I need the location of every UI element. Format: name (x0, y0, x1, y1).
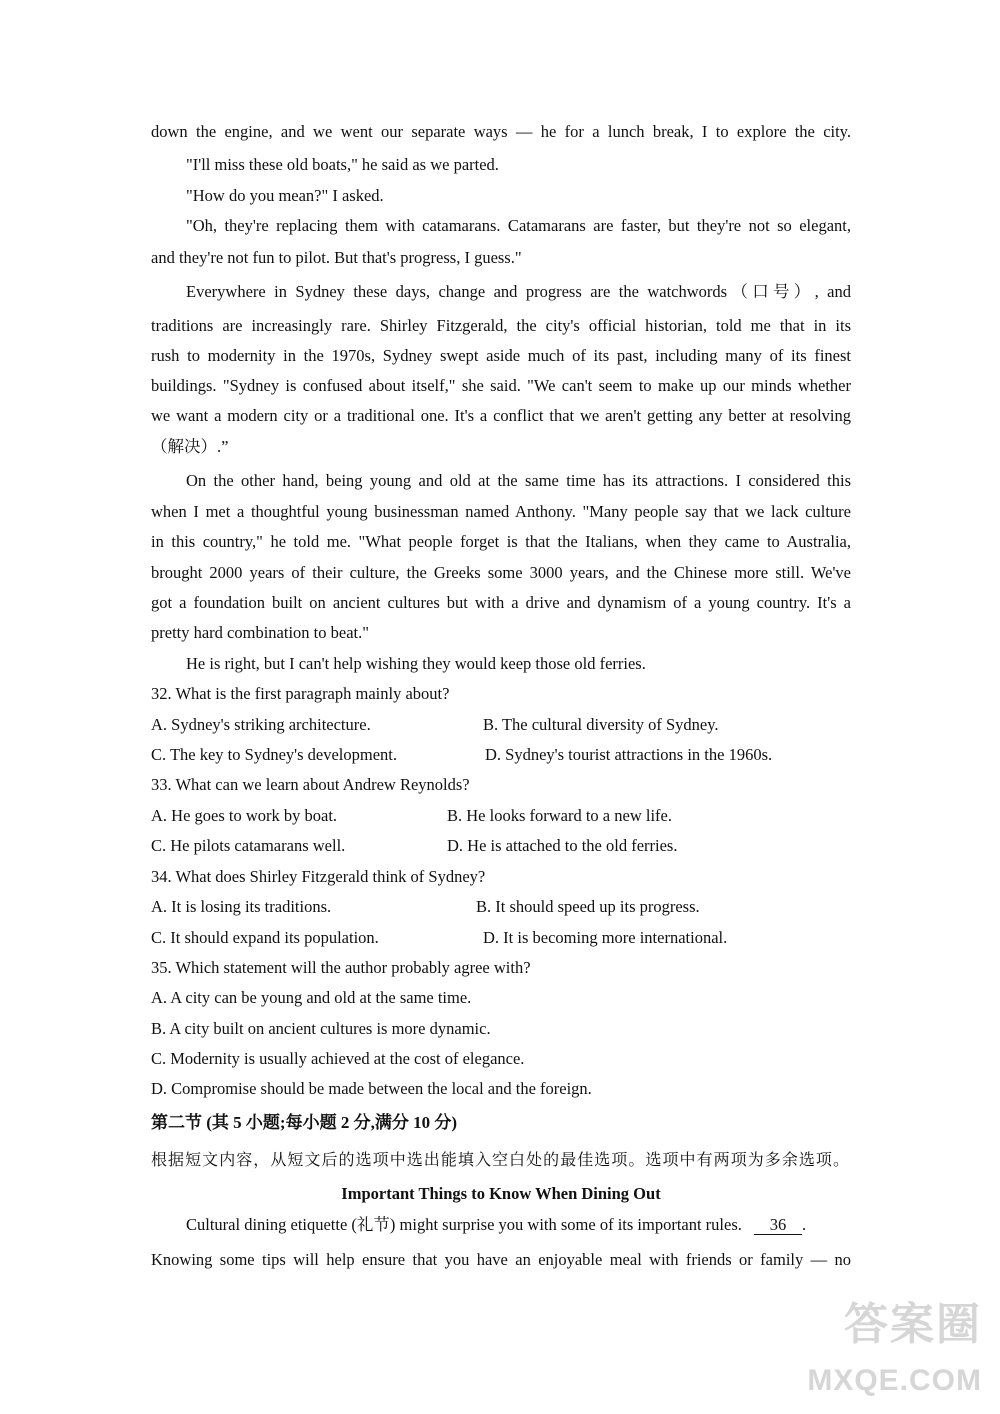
passage-line: He is right, but I can't help wishing they would keep those old ferries. (186, 654, 646, 673)
section-heading: 第二节 (其 5 小题;每小题 2 分,满分 10 分) (151, 1113, 457, 1132)
passage-line: "Oh, they're replacing them with catamarans. Catamarans are faster, but they're not so elegant, (186, 216, 851, 235)
option-34-b[interactable]: B. It should speed up its progress. (476, 897, 700, 916)
passage-line: when I met a thoughtful young businessman named Anthony. "Many people say that we lack culture (151, 502, 851, 521)
question-stem-35: 35. Which statement will the author probably agree with? (151, 958, 531, 977)
question-stem-32: 32. What is the first paragraph mainly about? (151, 684, 450, 703)
option-34-d[interactable]: D. It is becoming more international. (483, 928, 728, 947)
passage-line: brought 2000 years of their culture, the Greeks some 3000 years, and the Chinese more still. We've (151, 563, 851, 582)
option-32-b[interactable]: B. The cultural diversity of Sydney. (483, 715, 719, 734)
passage-line: in this country," he told me. "What people forget is that the Italians, when they came to Australia, (151, 532, 851, 551)
question-stem-33: 33. What can we learn about Andrew Reynolds? (151, 775, 470, 794)
passage-line: we want a modern city or a traditional one. It's a conflict that we aren't getting any better at resolving (151, 406, 851, 425)
answer-blank-36[interactable]: 36 (754, 1216, 802, 1235)
option-35-b[interactable]: B. A city built on ancient cultures is more dynamic. (151, 1019, 491, 1038)
passage-line: "I'll miss these old boats," he said as we parted. (186, 155, 499, 174)
option-32-c[interactable]: C. The key to Sydney's development. (151, 745, 398, 764)
passage-line: "How do you mean?" I asked. (186, 186, 384, 205)
option-32-a[interactable]: A. Sydney's striking architecture. (151, 715, 371, 734)
option-33-a[interactable]: A. He goes to work by boat. (151, 806, 338, 825)
option-34-a[interactable]: A. It is losing its traditions. (151, 897, 332, 916)
passage-line: On the other hand, being young and old at the same time has its attractions. I considered this (186, 471, 851, 490)
passage-text-end: . (802, 1215, 807, 1234)
passage-line: got a foundation built on ancient cultures but with a drive and dynamism of a young country. It's a (151, 593, 851, 612)
question-stem-34: 34. What does Shirley Fitzgerald think of Sydney? (151, 867, 486, 886)
passage-text: Cultural dining etiquette (礼节) might surprise you with some of its important rules. (186, 1215, 742, 1234)
watermark-url: MXQE.COM (807, 1364, 982, 1397)
passage-line: pretty hard combination to beat." (151, 623, 369, 642)
passage-line: down the engine, and we went our separate ways — he for a lunch break, I to explore the city. (151, 122, 851, 141)
passage-line (186, 1214, 851, 1236)
option-32-d[interactable]: D. Sydney's tourist attractions in the 1960s. (485, 745, 773, 764)
option-33-c[interactable]: C. He pilots catamarans well. (151, 836, 346, 855)
option-35-a[interactable]: A. A city can be young and old at the same time. (151, 988, 472, 1007)
passage-line: rush to modernity in the 1970s, Sydney swept aside much of its past, including many of its finest (151, 346, 851, 365)
passage-line: traditions are increasingly rare. Shirley Fitzgerald, the city's official historian, told me that in its (151, 316, 851, 335)
passage-title: Important Things to Know When Dining Out (341, 1184, 661, 1203)
option-33-d[interactable]: D. He is attached to the old ferries. (447, 836, 678, 855)
option-35-d[interactable]: D. Compromise should be made between the local and the foreign. (151, 1079, 592, 1098)
passage-line: and they're not fun to pilot. But that's progress, I guess." (151, 248, 522, 267)
watermark-text: 答案圈 (844, 1300, 982, 1349)
option-35-c[interactable]: C. Modernity is usually achieved at the cost of elegance. (151, 1049, 525, 1068)
passage-line: Knowing some tips will help ensure that you have an enjoyable meal with friends or family — no (151, 1250, 851, 1269)
watermark-logo (752, 1288, 982, 1398)
option-33-b[interactable]: B. He looks forward to a new life. (447, 806, 672, 825)
passage-line: （解决）.” (151, 437, 229, 456)
passage-line: buildings. "Sydney is confused about itself," she said. "We can't seem to make up our minds whether (151, 376, 851, 395)
passage-line: Everywhere in Sydney these days, change and progress are the watchwords（口号）, and (186, 282, 851, 301)
option-34-c[interactable]: C. It should expand its population. (151, 928, 379, 947)
section-instructions: 根据短文内容，从短文后的选项中选出能填入空白处的最佳选项。选项中有两项为多余选项。 (151, 1152, 849, 1169)
